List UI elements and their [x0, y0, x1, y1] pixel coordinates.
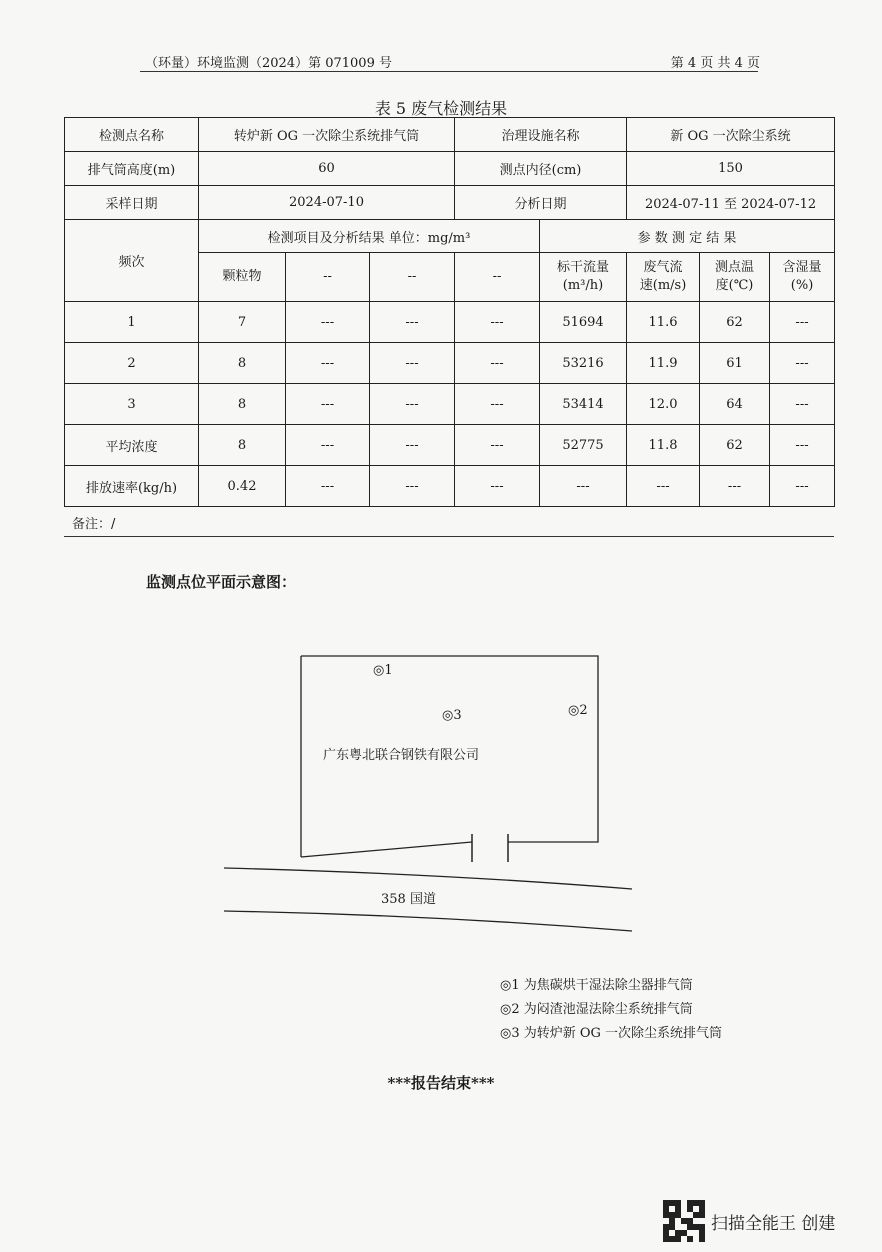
info-label: 分析日期 [455, 186, 627, 220]
remarks: 备注：/ [72, 517, 116, 532]
table-cell: 51694 [540, 302, 627, 343]
item-header: 颗粒物 [199, 253, 286, 302]
param-header-unit: (m³/h) [562, 278, 604, 293]
table-cell: --- [286, 466, 370, 507]
table-cell: 62 [700, 425, 770, 466]
qr-code-icon [663, 1200, 705, 1242]
param-header-unit: 度(℃) [715, 278, 754, 293]
item-header: -- [370, 253, 455, 302]
diagram-legend [500, 974, 722, 1046]
table-cell: --- [286, 425, 370, 466]
row-label: 3 [65, 384, 199, 425]
info-label: 采样日期 [65, 186, 199, 220]
road-upper-edge [224, 868, 632, 889]
info-label: 治理设施名称 [455, 118, 627, 152]
param-header-line: 标干流量 [557, 260, 610, 275]
table-cell: --- [455, 343, 540, 384]
table-cell: --- [770, 425, 835, 466]
table-cell: 64 [700, 384, 770, 425]
report-end-mark: ***报告结束*** [387, 1074, 495, 1092]
page-info: 第 4 页 共 4 页 [670, 56, 760, 71]
items-group-header: 检测项目及分析结果 单位：mg/m³ [199, 220, 540, 253]
report-number: （环量）环境监测（2024）第 071009 号 [145, 56, 392, 71]
legend-item: ◎3 为转炉新 OG 一次除尘系统排气筒 [500, 1026, 723, 1041]
table-cell: --- [286, 343, 370, 384]
table-cell: --- [370, 384, 455, 425]
info-value: 2024-07-11 至 2024-07-12 [627, 186, 835, 220]
table-cell: --- [286, 302, 370, 343]
table-cell: --- [370, 343, 455, 384]
info-value: 新 OG 一次除尘系统 [627, 118, 835, 152]
monitoring-point-3: ◎3 [442, 708, 462, 723]
monitoring-point-1: ◎1 [373, 663, 393, 678]
table-title: 表 5 废气检测结果 [374, 99, 508, 118]
watermark-text: 扫描全能王 创建 [711, 1213, 836, 1234]
params-group-header: 参 数 测 定 结 果 [540, 220, 835, 253]
table-cell: --- [286, 384, 370, 425]
legend-item: ◎2 为闷渣池湿法除尘系统排气筒 [500, 1002, 693, 1017]
table-cell: 53216 [540, 343, 627, 384]
table-cell: 0.42 [199, 466, 286, 507]
table-cell: 62 [700, 302, 770, 343]
company-label: 广东粤北联合钢铁有限公司 [323, 748, 480, 763]
road-label: 358 国道 [381, 892, 436, 907]
row-label: 平均浓度 [65, 425, 199, 466]
table-cell: --- [700, 466, 770, 507]
item-header: -- [286, 253, 370, 302]
info-label: 测点内径(cm) [455, 152, 627, 186]
table-cell: --- [770, 384, 835, 425]
table-cell: --- [770, 302, 835, 343]
row-label: 2 [65, 343, 199, 384]
table-cell: 8 [199, 384, 286, 425]
monitoring-point-2: ◎2 [568, 703, 588, 718]
table-cell: --- [455, 302, 540, 343]
scanner-watermark [663, 1200, 835, 1242]
table-cell: --- [770, 466, 835, 507]
param-header-line: 测点温 [715, 260, 755, 275]
table-cell: --- [370, 425, 455, 466]
info-label: 检测点名称 [65, 118, 199, 152]
item-header: -- [455, 253, 540, 302]
param-header-line: 废气流 [643, 260, 683, 275]
table-cell: --- [455, 425, 540, 466]
table-cell: 53414 [540, 384, 627, 425]
legend-item: ◎1 为焦碳烘干湿法除尘器排气筒 [500, 978, 693, 993]
table-cell: --- [455, 384, 540, 425]
info-value: 150 [627, 152, 835, 186]
table-cell: 61 [700, 343, 770, 384]
table-cell: 11.9 [627, 343, 700, 384]
param-header-unit: 速(m/s) [639, 278, 687, 293]
table-cell: 8 [199, 425, 286, 466]
info-label: 排气筒高度(m) [65, 152, 199, 186]
table-cell: --- [455, 466, 540, 507]
table-cell: 11.8 [627, 425, 700, 466]
param-header-line: 含湿量 [782, 260, 822, 275]
info-value: 60 [199, 152, 455, 186]
info-value: 2024-07-10 [199, 186, 455, 220]
info-value: 转炉新 OG 一次除尘系统排气筒 [199, 118, 455, 152]
table-cell: 12.0 [627, 384, 700, 425]
table-cell: 52775 [540, 425, 627, 466]
table-cell: 11.6 [627, 302, 700, 343]
table-cell: --- [370, 466, 455, 507]
row-label: 排放速率(kg/h) [65, 466, 199, 507]
param-header-unit: (%) [790, 278, 814, 293]
table-cell: --- [370, 302, 455, 343]
table-cell: --- [770, 343, 835, 384]
frequency-header: 频次 [65, 220, 199, 302]
diagram-title: 监测点位平面示意图： [146, 573, 297, 591]
table-cell: --- [540, 466, 627, 507]
row-label: 1 [65, 302, 199, 343]
table-cell: 8 [199, 343, 286, 384]
table-cell: --- [627, 466, 700, 507]
table-cell: 7 [199, 302, 286, 343]
qr-module [699, 1236, 705, 1242]
road-lower-edge [224, 911, 632, 931]
